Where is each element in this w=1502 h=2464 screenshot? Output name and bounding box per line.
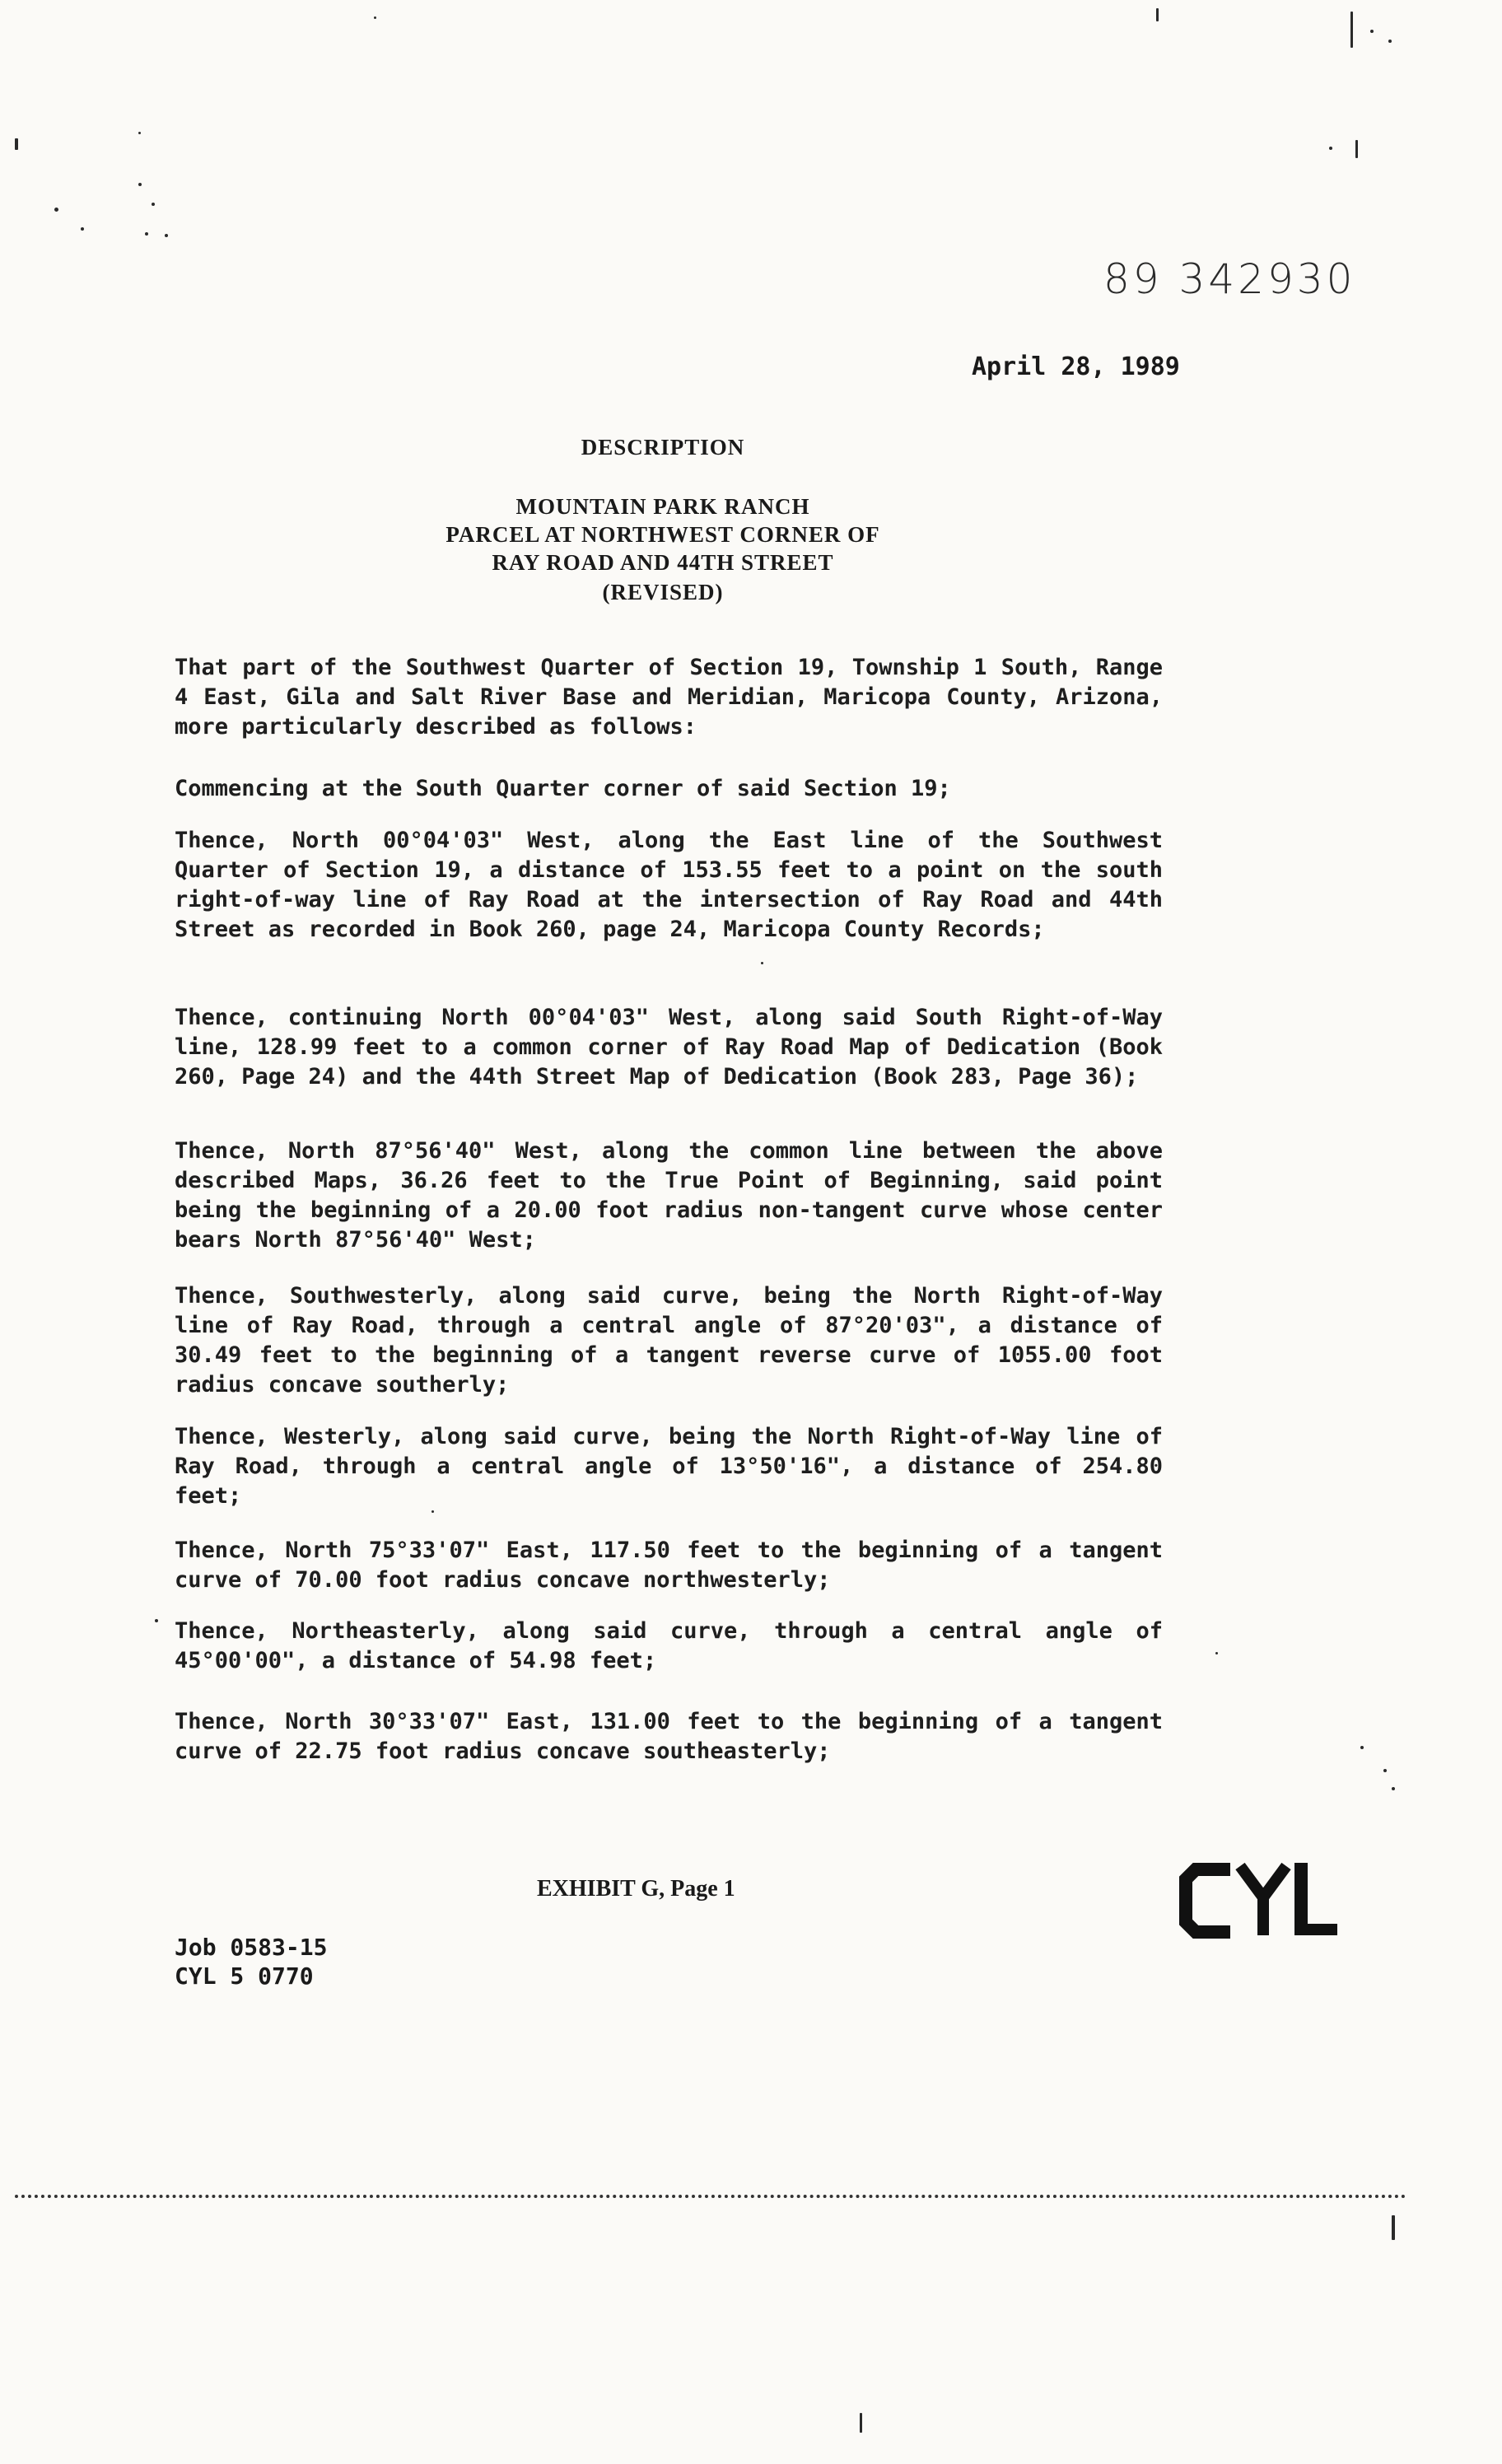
document-date: April 28, 1989: [972, 352, 1180, 381]
title-line-2: PARCEL AT NORTHWEST CORNER OF: [445, 522, 880, 547]
title-line-3: RAY ROAD AND 44TH STREET: [492, 550, 834, 575]
title-line-4: (REVISED): [602, 580, 724, 604]
scan-speck: [1388, 40, 1392, 43]
scan-speck: [761, 962, 763, 964]
scan-speck: [138, 132, 141, 134]
scan-speck: [860, 2413, 862, 2433]
scan-speck: [1370, 30, 1374, 33]
scan-speck: [1392, 2215, 1395, 2240]
paragraph-commencing: Commencing at the South Quarter corner of said Section 19;: [175, 776, 951, 801]
scan-speck: [152, 203, 155, 206]
scan-speck: [81, 227, 84, 231]
title-line-1: MOUNTAIN PARK RANCH: [515, 494, 810, 519]
paragraph-course: Thence, Southwesterly, along said curve, being the North Right-of-Way line of Ray Road, through a central angle of 87°20'03", a distance of 30.49 feet to the beginning of a tangent reverse curve of 1055.00 foot radius concave southerly;: [175, 1283, 1163, 1398]
paragraph-course: Thence, North 00°04'03" West, along the East line of the Southwest Quarter of Section 19, a distance of 153.55 feet to a point on the south right-of-way line of Ray Road at the intersection of Ray Road and 44th Street as recorded in Book 260, page 24, Maricopa County Records;: [175, 828, 1163, 942]
paragraph-course: Thence, Westerly, along said curve, being the North Right-of-Way line of Ray Road, through a central angle of 13°50'16", a distance of 254.80 feet;: [175, 1424, 1163, 1509]
job-number-secondary: CYL 5 0770: [175, 1962, 314, 1990]
scan-speck: [1355, 140, 1358, 158]
scan-speck: [165, 234, 168, 237]
description-heading: DESCRIPTION: [581, 435, 745, 460]
scan-speck: [155, 1619, 158, 1622]
recording-number: 89 342930: [1103, 255, 1356, 303]
paragraph-course: Thence, North 30°33'07" East, 131.00 feet to the beginning of a tangent curve of 22.75 foot radius concave southeasterly;: [175, 1709, 1163, 1764]
paragraph-course: Thence, Northeasterly, along said curve, through a central angle of 45°00'00", a distance of 54.98 feet;: [175, 1618, 1163, 1673]
job-number: Job 0583-15: [175, 1934, 328, 1961]
scan-speck: [1215, 1652, 1218, 1654]
scan-speck: [1383, 1769, 1387, 1772]
scan-speck: [1350, 12, 1353, 48]
scan-speck: [1392, 1787, 1395, 1790]
paragraph-course: Thence, North 75°33'07" East, 117.50 feet to the beginning of a tangent curve of 70.00 foot radius concave northwesterly;: [175, 1538, 1163, 1593]
scan-speck: [54, 208, 58, 212]
scan-speck: [15, 138, 18, 150]
paragraph-intro: That part of the Southwest Quarter of Section 19, Township 1 South, Range 4 East, Gila and Salt River Base and Meridian, Maricopa County, Arizona, more particularly described as follows:: [175, 655, 1163, 740]
scan-speck: [1329, 147, 1332, 150]
scan-speck: [145, 232, 148, 236]
scan-divider: [15, 2195, 1406, 2198]
scan-speck: [1156, 8, 1159, 21]
scan-speck: [1360, 1746, 1364, 1749]
paragraph-course: Thence, continuing North 00°04'03" West, along said South Right-of-Way line, 128.99 feet to a common corner of Ray Road Map of Dedication (Book 260, Page 24) and the 44th Street Map of Dedication (Book 283, Page 36);: [175, 1005, 1163, 1090]
scan-speck: [374, 16, 376, 19]
exhibit-label: EXHIBIT G, Page 1: [537, 1876, 735, 1902]
paragraph-course: Thence, North 87°56'40" West, along the common line between the above described Maps, 36.26 feet to the True Point of Beginning, said point being the beginning of a 20.00 foot radius non-tangent curve whose center bears North 87°56'40" West;: [175, 1138, 1163, 1253]
scan-speck: [138, 183, 142, 186]
cyl-logo: [1179, 1851, 1337, 1942]
